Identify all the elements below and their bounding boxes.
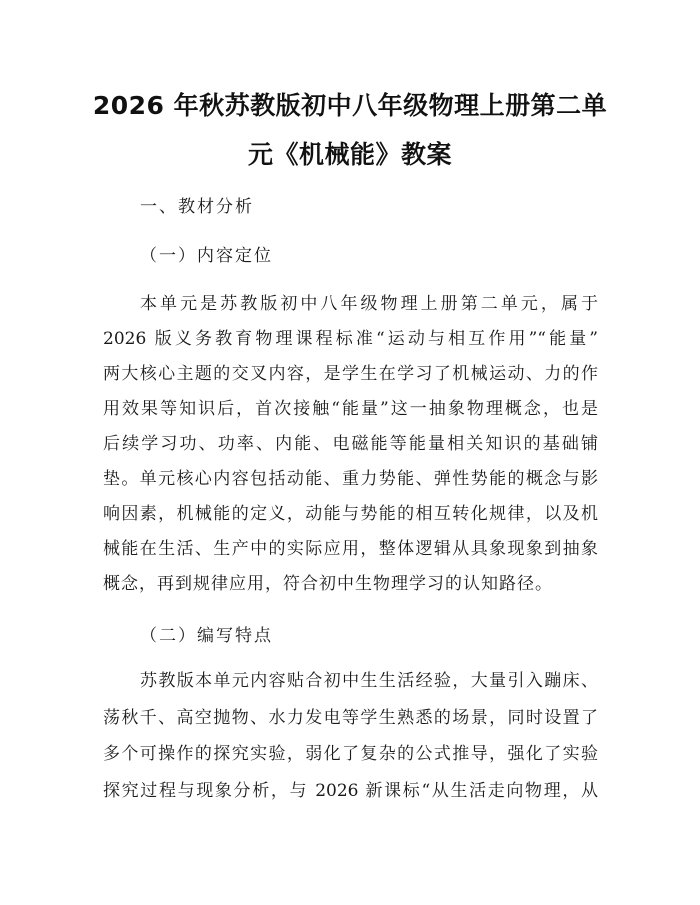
paragraph-1-line: 械能在生活、生产中的实际应用，整体逻辑从具象现象到抽象 <box>103 539 598 559</box>
paragraph-1-line: 垫。单元核心内容包括动能、重力势能、弹性势能的概念与影 <box>103 469 598 489</box>
paragraph-2-line: 苏教版本单元内容贴合初中生生活经验，大量引入蹦床、 <box>140 671 598 691</box>
paragraph-2-line: 探究过程与现象分析，与 2026 新课标“从生活走向物理，从 <box>103 781 598 801</box>
paragraph-1-line: 概念，再到规律应用，符合初中生物理学习的认知路径。 <box>103 574 553 594</box>
section-heading-textbook-analysis: 一、教材分析 <box>140 197 254 217</box>
paragraph-1-line: 本单元是苏教版初中八年级物理上册第二单元，属于 <box>140 294 598 314</box>
subsection-heading-writing-features: （二）编写特点 <box>140 626 273 646</box>
paragraph-1-line: 响因素，机械能的定义，动能与势能的相互转化规律，以及机 <box>103 504 598 524</box>
paragraph-1-line: 后续学习功、功率、内能、电磁能等能量相关知识的基础铺 <box>103 434 598 454</box>
paragraph-1-line: 用效果等知识后，首次接触“能量”这一抽象物理概念，也是 <box>103 399 598 419</box>
document-title-line-1: 2026 年秋苏教版初中八年级物理上册第二单 <box>92 91 608 120</box>
paragraph-1-line: 两大核心主题的交叉内容，是学生在学习了机械运动、力的作 <box>103 364 598 384</box>
paragraph-1-line: 2026 版义务教育物理课程标准“运动与相互作用”“能量” <box>103 329 598 349</box>
paragraph-2-line: 荡秋千、高空抛物、水力发电等学生熟悉的场景，同时设置了 <box>103 708 598 728</box>
paragraph-2-line: 多个可操作的探究实验，弱化了复杂的公式推导，强化了实验 <box>103 744 598 764</box>
document-title-line-2: 元《机械能》教案 <box>247 140 452 169</box>
subsection-heading-content-positioning: （一）内容定位 <box>140 246 273 266</box>
